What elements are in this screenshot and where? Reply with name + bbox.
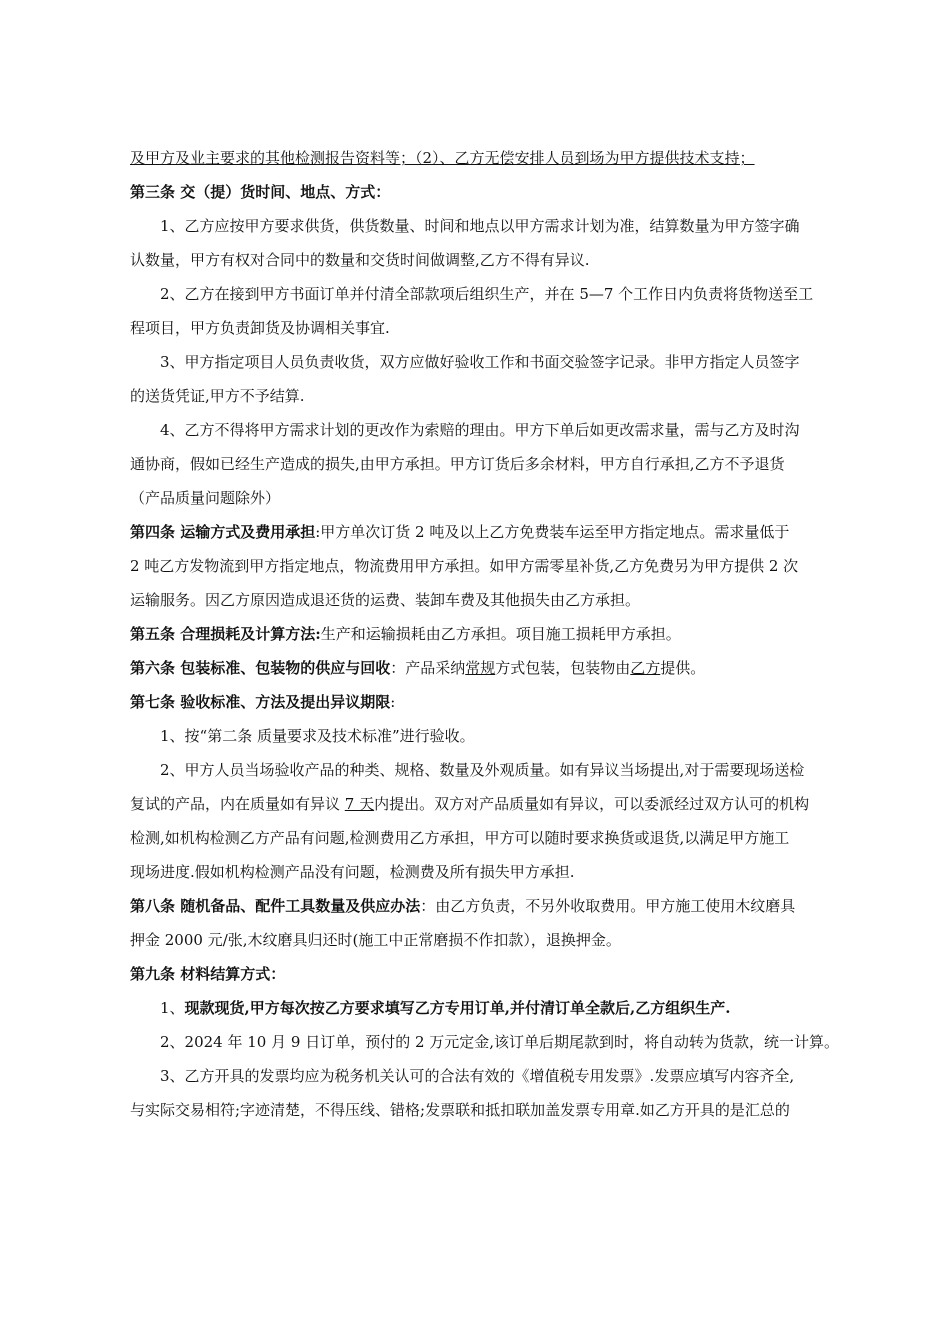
body-text: 程项目，甲方负责卸货及协调相关事宜. [130, 319, 390, 337]
body-text: （产品质量问题除外） [130, 489, 281, 507]
body-text: 3、乙方开具的发票均应为税务机关认可的合法有效的《增值税专用发票》.发票应填写内容齐全, [160, 1067, 795, 1085]
text-line [130, 617, 882, 651]
clause-heading: 第五条 合理损耗及计算方法: [130, 625, 321, 643]
clause-heading: 第四条 运输方式及费用承担 [130, 523, 316, 541]
underlined-text: 常规 [465, 659, 496, 677]
underlined-text: 7 天 [344, 795, 375, 813]
clause-heading: 第九条 材料结算方式： [130, 965, 286, 983]
body-text: 2、甲方人员当场验收产品的种类、规格、数量及外观质量。如有异议当场提出,对于需要现场送检 [160, 761, 805, 779]
body-text: 内提出。双方对产品质量如有异议，可以委派经过双方认可的机构 [374, 795, 810, 813]
body-text: 3、甲方指定项目人员负责收货，双方应做好验收工作和书面交验签字记录。非甲方指定人员签字 [160, 353, 800, 371]
clause-heading: 第八条 随机备品、配件工具数量及供应办法 [130, 897, 421, 915]
text-line [130, 889, 882, 923]
text-line [130, 447, 882, 481]
text-line [130, 787, 882, 821]
body-text: 2 吨乙方发物流到甲方指定地点，物流费用甲方承担。如甲方需零星补货,乙方免费另为甲方提供 2 次 [130, 557, 799, 575]
text-line [130, 821, 882, 855]
body-text: 生产和运输损耗由乙方承担。项目施工损耗甲方承担。 [320, 625, 681, 643]
body-text: 1、按“第二条 质量要求及技术标准”进行验收。 [160, 727, 475, 745]
body-text: 2、2024 年 10 月 9 日订单，预付的 2 万元定金,该订单后期尾款到时，将自动转为货款，统一计算。 [160, 1033, 840, 1051]
underlined-text: 乙方 [630, 659, 661, 677]
text-line [130, 855, 882, 889]
body-text: 复试的产品，内在质量如有异议 [130, 795, 345, 813]
text-line [130, 1025, 882, 1059]
clause-heading: 第三条 交（提）货时间、地点、方式： [130, 183, 391, 201]
body-text: 检测,如机构检测乙方产品有问题,检测费用乙方承担，甲方可以随时要求换货或退货,以满足甲方施工 [130, 829, 790, 847]
text-line [130, 719, 882, 753]
body-text: 1、 [160, 999, 185, 1017]
text-line [130, 753, 882, 787]
text-line [130, 481, 882, 515]
text-line [130, 413, 882, 447]
body-text: 通协商，假如已经生产造成的损失,由甲方承担。甲方订货后多余材料，甲方自行承担,乙方不予退货 [130, 455, 785, 473]
body-text: ：产品采纳 [390, 659, 466, 677]
text-line [130, 141, 882, 175]
text-line [130, 515, 882, 549]
body-text: 提供。 [660, 659, 706, 677]
text-line [130, 1059, 882, 1093]
underlined-text: 及甲方及业主要求的其他检测报告资料等；（2）、乙方无偿安排人员到场为甲方提供技术支持； [130, 149, 755, 167]
clause-heading: 第七条 验收标准、方法及提出异议期限 [130, 693, 391, 711]
body-text: 认数量，甲方有权对合同中的数量和交货时间做调整,乙方不得有异议. [130, 251, 590, 269]
body-text: 的送货凭证,甲方不予结算. [130, 387, 305, 405]
text-line [130, 991, 882, 1025]
body-text: 方式包装，包装物由 [495, 659, 631, 677]
text-line [130, 651, 882, 685]
text-line [130, 549, 882, 583]
text-line [130, 379, 882, 413]
text-line [130, 175, 882, 209]
text-line [130, 923, 882, 957]
contract-body [130, 141, 882, 1127]
text-line [130, 957, 882, 991]
text-line [130, 277, 882, 311]
body-text: 4、乙方不得将甲方需求计划的更改作为索赔的理由。甲方下单后如更改需求量，需与乙方及时沟 [160, 421, 800, 439]
body-text: :甲方单次订货 2 吨及以上乙方免费装车运至甲方指定地点。需求量低于 [315, 523, 790, 541]
body-text: 2、乙方在接到甲方书面订单并付清全部款项后组织生产，并在 5—7 个工作日内负责将货物送至工 [160, 285, 814, 303]
text-line [130, 243, 882, 277]
text-line [130, 1093, 882, 1127]
body-text: 1、乙方应按甲方要求供货，供货数量、时间和地点以甲方需求计划为准，结算数量为甲方签字确 [160, 217, 800, 235]
text-line [130, 345, 882, 379]
text-line [130, 685, 882, 719]
body-text: 运输服务。因乙方原因造成退还货的运费、装卸车费及其他损失由乙方承担。 [130, 591, 641, 609]
body-text: ：由乙方负责，不另外收取费用。甲方施工使用木纹磨具 [420, 897, 796, 915]
body-text: 押金 2000 元/张,木纹磨具归还时(施工中正常磨损不作扣款），退换押金。 [130, 931, 621, 949]
clause-heading: 现款现货,甲方每次按乙方要求填写乙方专用订单,并付清订单全款后,乙方组织生产. [184, 999, 731, 1017]
clause-heading: 第六条 包装标准、包装物的供应与回收 [130, 659, 391, 677]
body-text: 与实际交易相符;字迹清楚，不得压线、错格;发票联和抵扣联加盖发票专用章.如乙方开具的是汇总的 [130, 1101, 790, 1119]
body-text: : [390, 693, 396, 711]
text-line [130, 311, 882, 345]
body-text: 现场进度.假如机构检测产品没有问题，检测费及所有损失甲方承担. [130, 863, 575, 881]
text-line [130, 209, 882, 243]
text-line [130, 583, 882, 617]
